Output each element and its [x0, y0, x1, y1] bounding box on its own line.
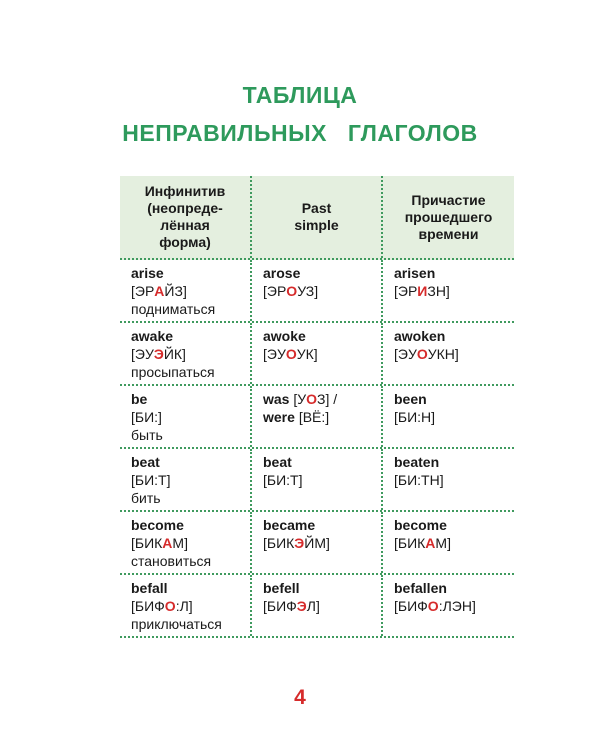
verb-word: beaten	[394, 454, 440, 470]
participle-cell	[381, 449, 514, 510]
table-row	[120, 575, 514, 638]
translation: становиться	[131, 553, 212, 569]
header-past-simple: Past simple	[250, 176, 381, 258]
transcription: [БИКАМ]	[394, 535, 451, 551]
translation: приключаться	[131, 616, 222, 632]
verb-word: awoke	[263, 328, 306, 344]
past-simple-cell	[250, 449, 381, 510]
transcription: [БИКАМ]	[131, 535, 188, 551]
transcription: [БИФО:ЛЭН]	[394, 598, 476, 614]
transcription: [ЭУОУК]	[263, 346, 318, 362]
page-number: 4	[294, 686, 306, 709]
verb-word: befell	[263, 580, 300, 596]
past-simple-cell	[250, 512, 381, 573]
transcription: [БИКЭЙМ]	[263, 535, 330, 551]
transcription: [БИ:Т]	[263, 472, 303, 488]
past-simple-cell	[250, 260, 381, 321]
infinitive-cell	[120, 449, 250, 510]
participle-cell	[381, 386, 514, 447]
past-simple-cell	[250, 575, 381, 636]
page-title-line2: НЕПРАВИЛЬНЫХ ГЛАГОЛОВ	[122, 120, 478, 146]
verb-word: befall	[131, 580, 168, 596]
verb-word: beat	[263, 454, 292, 470]
infinitive-cell	[120, 323, 250, 384]
verb-word: beat	[131, 454, 160, 470]
header-infinitive: Инфинитив (неопреде- лённая форма)	[144, 183, 226, 250]
table-row	[120, 512, 514, 575]
verb-word: arose	[263, 265, 301, 281]
transcription: [ЭРАЙЗ]	[131, 283, 187, 299]
table-header-row	[120, 176, 514, 260]
participle-cell	[381, 260, 514, 321]
table-row	[120, 449, 514, 512]
transcription: [ЭУОУКН]	[394, 346, 459, 362]
page-title-line1: ТАБЛИЦА	[242, 82, 358, 108]
infinitive-cell	[120, 260, 250, 321]
table-row	[120, 260, 514, 323]
transcription-line2: were [ВЁ:]	[263, 409, 330, 425]
table-row	[120, 323, 514, 386]
participle-cell	[381, 512, 514, 573]
verb-word: arise	[131, 265, 164, 281]
translation: подниматься	[131, 301, 216, 317]
transcription: [ЭРОУЗ]	[263, 283, 319, 299]
transcription: [БИ:Т]	[131, 472, 171, 488]
transcription: [ЭУЭЙК]	[131, 346, 186, 362]
transcription: [БИФО:Л]	[131, 598, 193, 614]
verb-word: was	[263, 391, 290, 407]
verb-word: been	[394, 391, 427, 407]
transcription: [БИ:]	[131, 409, 162, 425]
table-row	[120, 386, 514, 449]
participle-cell	[381, 575, 514, 636]
header-participle: Причастие прошедшего времени	[381, 176, 514, 258]
verb-word: arisen	[394, 265, 436, 281]
transcription: [ЭРИЗН]	[394, 283, 450, 299]
translation: бить	[131, 490, 161, 506]
translation: быть	[131, 427, 163, 443]
infinitive-cell	[120, 512, 250, 573]
transcription: [БИ:Н]	[394, 409, 436, 425]
past-simple-cell	[250, 386, 381, 447]
transcription: [БИ:ТН]	[394, 472, 444, 488]
verb-word: befallen	[394, 580, 447, 596]
verb-word: become	[394, 517, 447, 533]
participle-cell	[381, 323, 514, 384]
infinitive-cell	[120, 575, 250, 636]
verb-word: become	[131, 517, 184, 533]
verb-word-2: were	[263, 409, 295, 425]
infinitive-cell	[120, 386, 250, 447]
verb-word: be	[131, 391, 148, 407]
verb-word: awake	[131, 328, 174, 344]
translation: просыпаться	[131, 364, 215, 380]
verb-word: awoken	[394, 328, 446, 344]
transcription: [БИФЭЛ]	[263, 598, 320, 614]
past-simple-cell	[250, 323, 381, 384]
verbs-table	[120, 176, 514, 638]
verb-word: became	[263, 517, 316, 533]
transcription-line1: was [УОЗ] /	[263, 391, 338, 407]
